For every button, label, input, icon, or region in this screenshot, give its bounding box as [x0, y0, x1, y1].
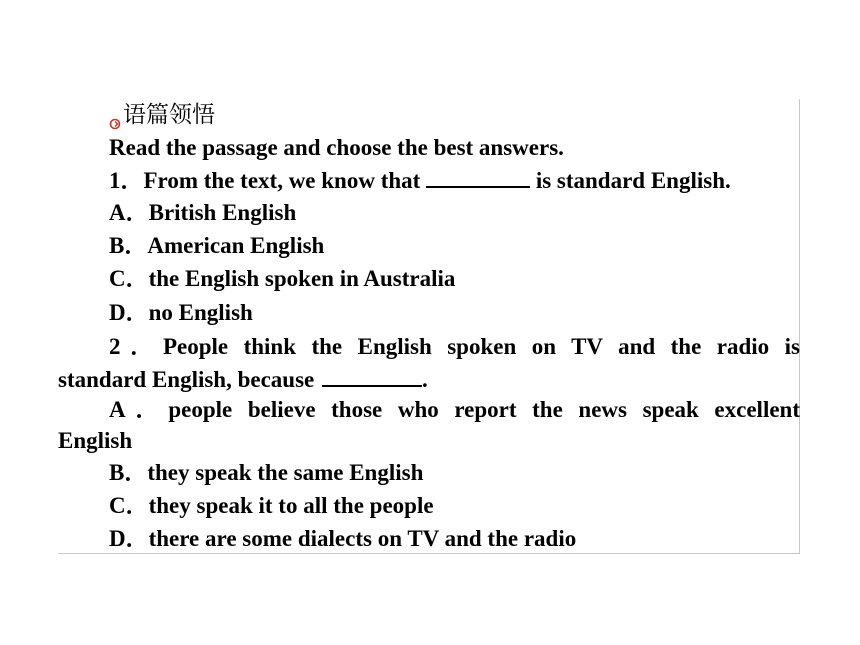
q2-option-b: B．they speak the same English: [109, 460, 424, 485]
question-1: [109, 166, 731, 195]
section-title: 语篇领悟: [123, 102, 215, 127]
section-header: [109, 101, 215, 129]
q2-option-d: D．there are some dialects on TV and the radio: [109, 526, 577, 551]
q2-option-a-line1: A．people believe those who report the news speak excellent: [109, 397, 800, 422]
q1-option-d: D．no English: [109, 300, 253, 325]
question-2-blank: [322, 365, 422, 387]
q1-option-b: B．American English: [109, 233, 325, 258]
question-2-line1: 2．People think the English spoken on TV and the radio is: [109, 334, 800, 359]
q1-option-a: A．British English: [109, 200, 297, 225]
question-2-prefix: standard English, because: [58, 367, 315, 392]
circle-arrow-icon: [109, 109, 121, 121]
instruction: Read the passage and choose the best answers.: [109, 135, 564, 160]
question-2-line2: [58, 365, 428, 394]
q2-option-a-line2: English: [58, 428, 133, 453]
q2-option-c: C．they speak it to all the people: [109, 493, 434, 518]
question-1-blank: [426, 166, 530, 188]
question-1-suffix: is standard English.: [535, 168, 731, 193]
q1-option-c: C．the English spoken in Australia: [109, 266, 456, 291]
question-1-prefix: 1．From the text, we know that: [109, 168, 421, 193]
question-2-suffix: .: [422, 367, 428, 392]
